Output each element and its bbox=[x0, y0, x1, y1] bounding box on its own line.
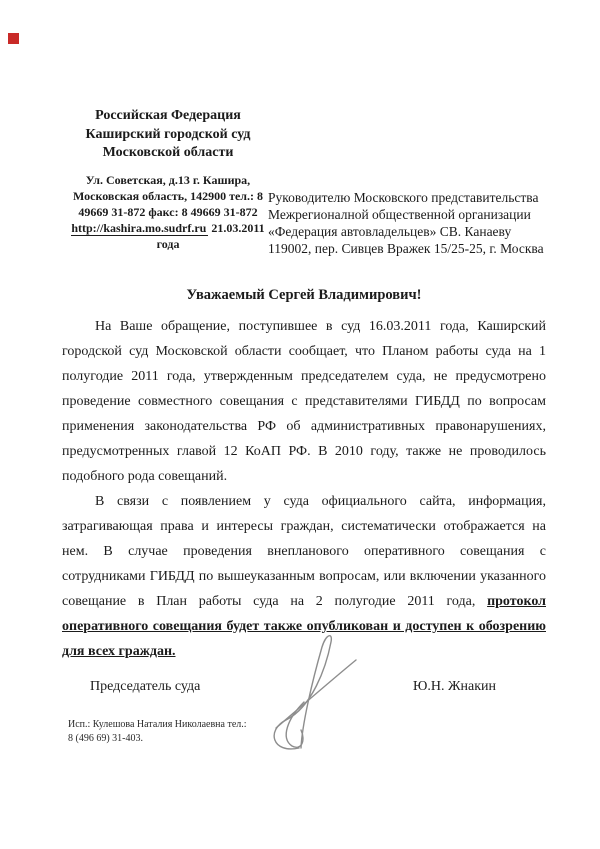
signer-name: Ю.Н. Жнакин bbox=[413, 679, 497, 694]
handwritten-signature-icon bbox=[252, 630, 364, 756]
body-paragraph-2-emphasis: протокол оперативного совещания будет также опубликован и доступен к обозрению для всех граждан. bbox=[62, 594, 546, 659]
court-address bbox=[62, 172, 274, 253]
court-address-line: 49669 31-872 факс: 8 49669 31-872 bbox=[78, 204, 258, 219]
recipient-line: 119002, пер. Сивцев Вражек 15/25-25, г. Москва bbox=[268, 241, 544, 256]
recipient-line: «Федерация автовладельцев» СВ. Канаеву bbox=[268, 224, 512, 239]
court-url-date-line bbox=[62, 220, 274, 236]
letter-date: 21.03.2011 bbox=[211, 221, 265, 236]
recipient-line: Руководителю Московского представительства bbox=[268, 190, 539, 205]
court-address-line: Ул. Советская, д.13 г. Кашира, bbox=[85, 172, 251, 187]
signer-position: Председатель суда bbox=[90, 679, 201, 694]
salutation: Уважаемый Сергей Владимирович! bbox=[186, 287, 422, 303]
executor-line: Исп.: Кулешова Наталия Николаевна тел.: bbox=[68, 719, 247, 730]
court-title-line: Московской области bbox=[102, 145, 234, 160]
recipient-line: Межрегионалной общественной организации bbox=[268, 207, 531, 222]
court-letterhead bbox=[62, 107, 274, 253]
letter-body bbox=[62, 314, 546, 664]
recipient-address bbox=[268, 189, 568, 257]
court-title bbox=[62, 107, 274, 163]
executor-line: 8 (496 69) 31-403. bbox=[68, 732, 143, 744]
court-address-line: года bbox=[156, 237, 180, 252]
court-address-line: Московская область, 142900 тел.: 8 bbox=[72, 188, 264, 203]
court-website-url: http://kashira.mo.sudrf.ru bbox=[71, 221, 207, 236]
court-title-line: Каширский городской суд bbox=[85, 126, 251, 142]
body-paragraph-1: На Ваше обращение, поступившее в суд 16.03.2011 года, Каширский городской суд Московской области сообщает, что Планом работы суда на 1 полугодие 2011 года, утвержденным председателем суда, не предусмотрено проведение совместного совещания с представителями ГИБДД по вопросам применения законодательства РФ об административных правонарушениях, предусмотренных главой 12 КоАП РФ. В 2010 году, также не проводилось подобного рода совещаний. bbox=[62, 319, 546, 484]
court-title-line: Российская Федерация bbox=[95, 108, 241, 123]
red-square-marker-icon bbox=[8, 33, 19, 44]
executor-note bbox=[68, 718, 247, 745]
body-paragraph-2-lead: В связи с появлением у суда официального сайта, информация, затрагивающая права и интересы граждан, систематически отображается на нем. В случае проведения внепланового оперативного совещания с сотрудниками ГИБДД по вышеуказанным вопросам, или включении указанного совещание в План работы суда на 2 полугодие 2011 года, bbox=[62, 494, 546, 609]
